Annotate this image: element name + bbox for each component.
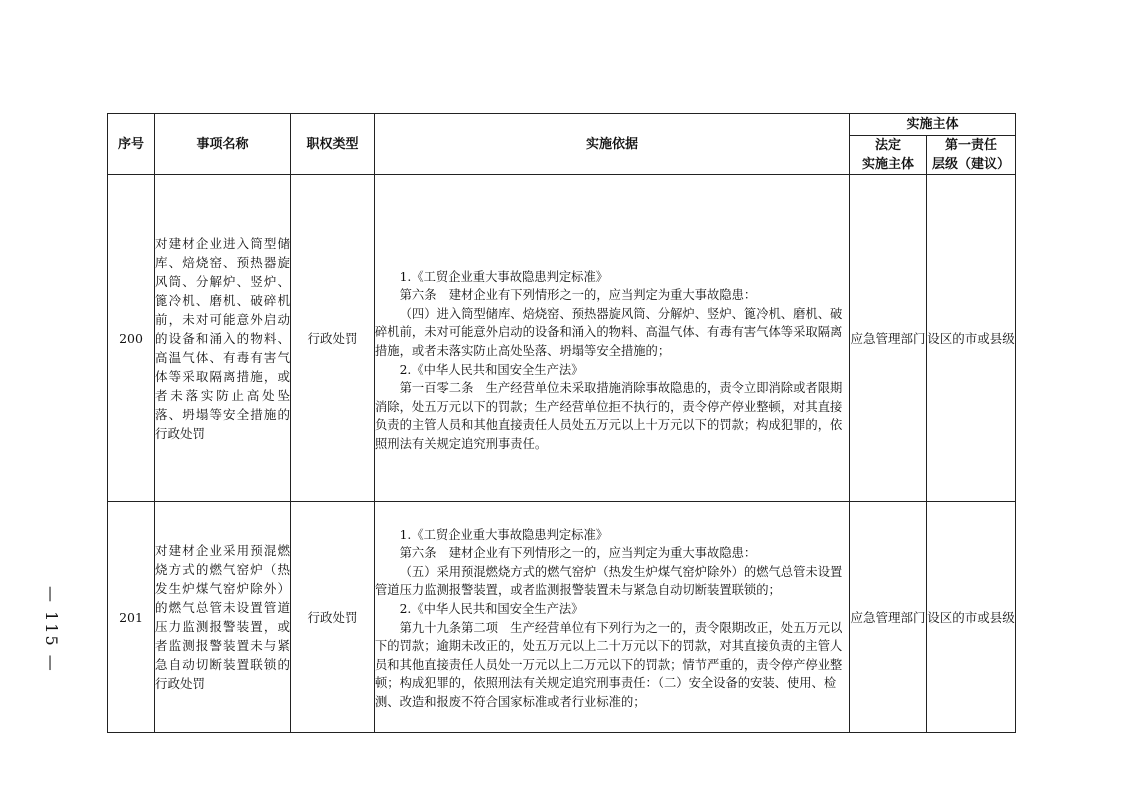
page-number: — 115 — bbox=[42, 586, 61, 673]
header-legal-body bbox=[850, 136, 927, 175]
basis-line: 2.《中华人民共和国安全生产法》 bbox=[399, 601, 584, 616]
basis-line: 第六条 建材企业有下列情形之一的，应当判定为重大事故隐患： bbox=[399, 288, 757, 303]
basis-line: （五）采用预混燃烧方式的燃气窑炉（热发生炉煤气窑炉除外）的燃气总管未设置管道压力监测报警装置，或者监测报警装置未与紧急自动切断装置联锁的； bbox=[375, 564, 843, 598]
row-legal-body: 应急管理部门 bbox=[850, 502, 927, 733]
header-first-level-line2: 层级（建议） bbox=[932, 157, 1011, 172]
header-seq: 序号 bbox=[108, 114, 155, 175]
row-legal-body: 应急管理部门 bbox=[850, 175, 927, 502]
basis-line: 1.《工贸企业重大事故隐患判定标准》 bbox=[399, 269, 609, 284]
header-basis: 实施依据 bbox=[375, 114, 850, 175]
row-name: 对建材企业采用预混燃烧方式的燃气窑炉（热发生炉煤气窑炉除外）的燃气总管未设置管道压力监测报警装置，或者监测报警装置未与紧急自动切断装置联锁的行政处罚 bbox=[155, 502, 291, 733]
basis-line: 1.《工贸企业重大事故隐患判定标准》 bbox=[399, 527, 609, 542]
header-legal-body-line1: 法定 bbox=[874, 138, 901, 153]
basis-line: 第一百零二条 生产经营单位未采取措施消除事故隐患的，责令立即消除或者限期消除，处五万元以下的罚款；生产经营单位拒不执行的，责令停产停业整顿，对其直接负责的主管人员和其他直接责任人员处五万元以上十万元以下的罚款；构成犯罪的，依照刑法有关规定追究刑事责任。 bbox=[375, 381, 843, 451]
header-legal-body-line2: 实施主体 bbox=[861, 157, 914, 172]
header-first-level-line1: 第一责任 bbox=[945, 138, 998, 153]
row-basis bbox=[375, 502, 850, 733]
basis-line: 2.《中华人民共和国安全生产法》 bbox=[399, 362, 584, 377]
basis-line: 第六条 建材企业有下列情形之一的，应当判定为重大事故隐患： bbox=[399, 546, 757, 561]
row-first-level: 设区的市或县级 bbox=[927, 175, 1016, 502]
table-row bbox=[108, 175, 1016, 502]
row-type: 行政处罚 bbox=[291, 175, 375, 502]
row-name: 对建材企业进入筒型储库、焙烧窑、预热器旋风筒、分解炉、竖炉、篦冷机、磨机、破碎机前，未对可能意外启动的设备和涌入的物料、高温气体、有毒有害气体等采取隔离措施，或者未落实防止高处坠落、坍塌等安全措施的行政处罚 bbox=[155, 175, 291, 502]
table-row bbox=[108, 502, 1016, 733]
row-basis bbox=[375, 175, 850, 502]
row-seq: 200 bbox=[108, 175, 155, 502]
basis-line: （四）进入筒型储库、焙烧窑、预热器旋风筒、分解炉、竖炉、篦冷机、磨机、破碎机前，未对可能意外启动的设备和涌入的物料、高温气体、有毒有害气体等采取隔离措施，或者未落实防止高处坠落、坍塌等安全措施的； bbox=[375, 306, 843, 358]
header-first-level bbox=[927, 136, 1016, 175]
header-implementer: 实施主体 bbox=[850, 114, 1016, 136]
row-seq: 201 bbox=[108, 502, 155, 733]
header-name: 事项名称 bbox=[155, 114, 291, 175]
row-first-level: 设区的市或县级 bbox=[927, 502, 1016, 733]
header-type: 职权类型 bbox=[291, 114, 375, 175]
enforcement-table bbox=[107, 113, 1016, 733]
basis-line: 第九十九条第二项 生产经营单位有下列行为之一的，责令限期改正，处五万元以下的罚款；逾期未改正的，处五万元以上二十万元以下的罚款，对其直接负责的主管人员和其他直接责任人员处一万元以上二万元以下的罚款；情节严重的，责令停产停业整顿；构成犯罪的，依照刑法有关规定追究刑事责任：（二）安全设备的安装、使用、检测、改造和报废不符合国家标准或者行业标准的； bbox=[375, 620, 843, 709]
row-type: 行政处罚 bbox=[291, 502, 375, 733]
